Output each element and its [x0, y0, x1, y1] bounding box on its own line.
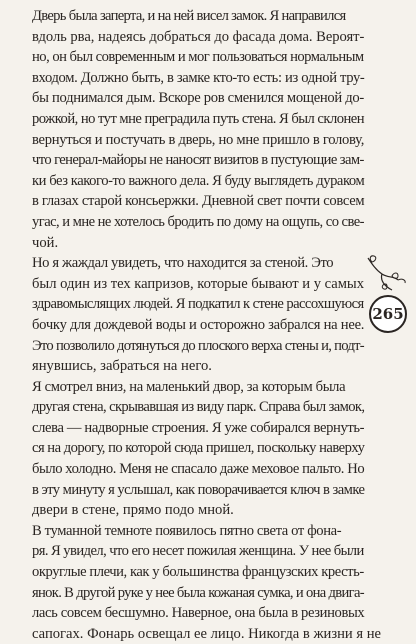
body-text — [14, 6, 382, 644]
text-line: в эту минуту я услышал, как поворачивается ключ в замке — [32, 481, 365, 498]
text-line: угас, и мне не хотелось бродить по дому на ощупь, со све- — [32, 213, 364, 230]
text-line: сапогах. Фонарь освещал ее лицо. Никогда в жизни я не — [32, 625, 382, 642]
text-line: но, он был современным и мог пользоваться нормальным — [32, 49, 364, 66]
text-line: вдоль рва, надеясь добраться до фасада дома. Вероят- — [32, 28, 365, 45]
ivy-sprig-icon — [362, 250, 414, 300]
text-line: лась совсем бесшумно. Наверное, она была в резиновых — [32, 605, 365, 622]
text-line: ря. Я увидел, что его несет пожилая женщина. У нее были — [32, 543, 364, 560]
text-line: что генерал-майоры не наносят визитов в пустующие зам- — [32, 152, 364, 169]
text-line: В туманной темноте появилось пятно света от фона- — [32, 522, 342, 539]
text-line: ся на дорогу, по которой сюда пришел, поскольку наверху — [32, 440, 365, 457]
text-line: округлые плечи, как у большинства французских кресть- — [32, 564, 364, 581]
text-line: входом. Должно быть, в замке кто-то есть: из одной тру- — [32, 69, 365, 86]
page-number: 265 — [369, 295, 407, 333]
paragraph — [14, 521, 382, 644]
text-line: янувшись, забраться на него. — [32, 358, 212, 375]
paragraph — [14, 6, 364, 253]
paragraph — [14, 377, 364, 521]
paragraph — [14, 253, 364, 377]
text-line: Дверь была заперта, и на ней висел замок. Я направился — [32, 8, 346, 24]
text-line: чой. — [32, 234, 59, 251]
text-line: Но я жаждал увидеть, что находится за стеной. Это — [32, 255, 334, 272]
text-line: бы поднимался дым. Вскоре ров сменился мощеной до- — [32, 90, 364, 107]
text-line: Это позволило дотянуться до плоского верха стены и, подт- — [32, 337, 364, 354]
text-line: здравомыслящих людей. Я подкатил к стене рассохшуюся — [32, 296, 364, 313]
text-line: янок. В другой руке у нее была кожаная сумка, и она двига- — [32, 584, 364, 601]
text-line: Я смотрел вниз, на маленький двор, за которым была — [32, 378, 346, 395]
text-line: ки без какого-то важного дела. Я буду выглядеть дураком — [32, 172, 365, 189]
text-line: двери в стене, прямо подо мной. — [32, 502, 234, 519]
text-line: слева — надворные строения. Я уже собирался вернуть- — [32, 419, 365, 436]
text-line: бочку для дождевой воды и осторожно забрался на нее. — [32, 316, 365, 333]
text-line: в глазах старой консьержки. Дневной свет почти совсем — [32, 193, 365, 210]
text-line: вернуться и постучать в дверь, но мне пришло в голову, — [32, 131, 365, 148]
text-line: было холодно. Меня не спасало даже меховое пальто. Но — [32, 461, 365, 478]
text-line: другая стена, скрывавшая из виду парк. Справа был замок, — [32, 399, 365, 416]
text-line: рожкой, но тут мне преградила путь стена. Я был склонен — [32, 110, 364, 127]
text-line: был один из тех капризов, которые бывают и у самых — [32, 275, 364, 292]
